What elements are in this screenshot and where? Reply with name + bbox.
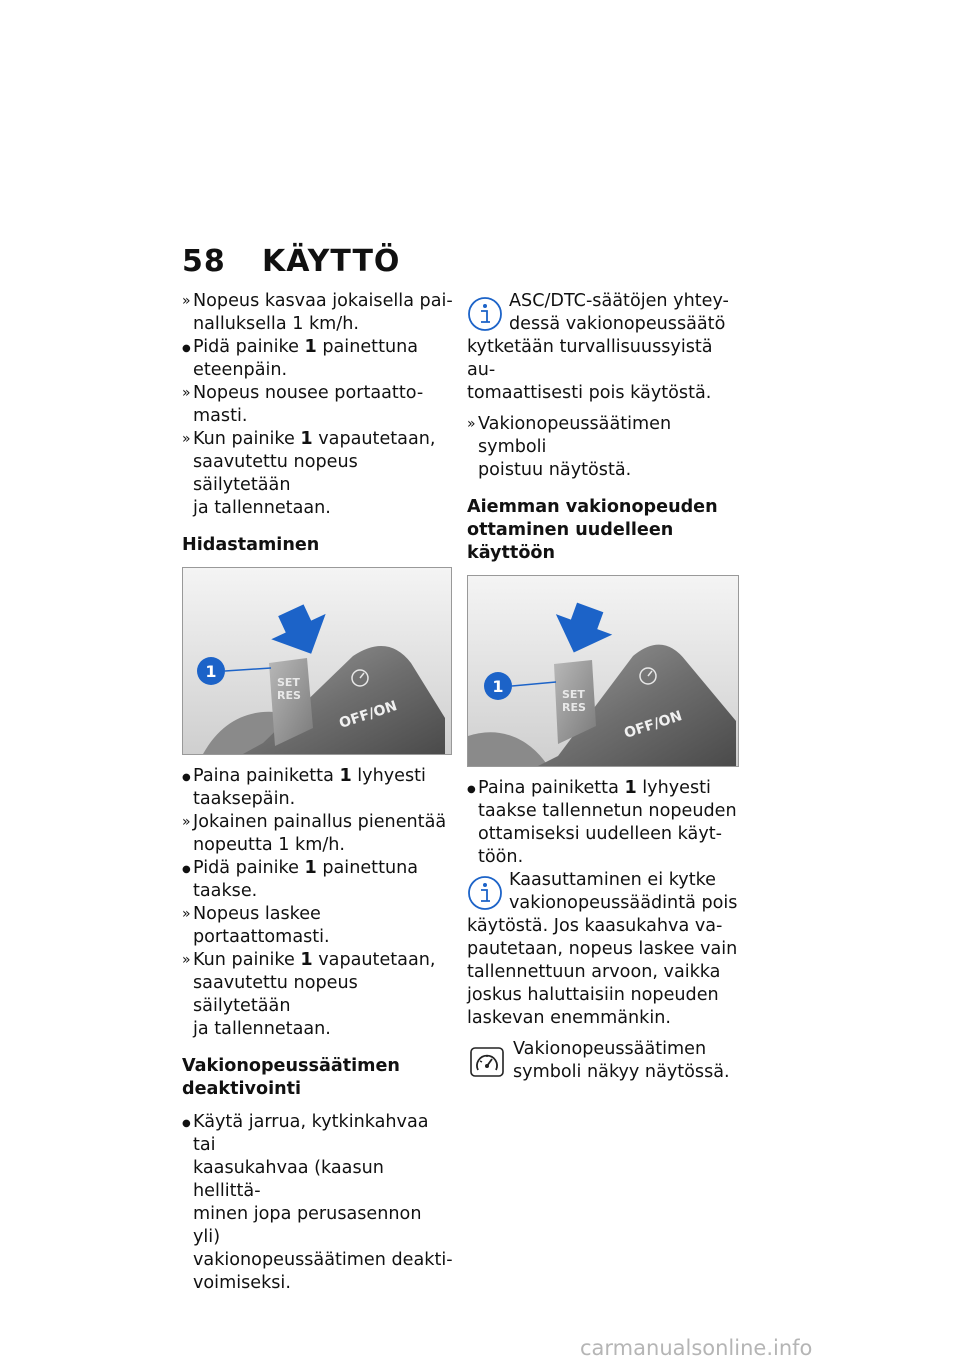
- action-step: [182, 336, 454, 382]
- switch-illustration: [183, 568, 451, 754]
- res-label: RES: [562, 701, 586, 714]
- result-step: [182, 290, 454, 336]
- throttle-note-text: Kaasuttaminen ei kytke vakionopeussäädintä pois käytöstä. Jos kaasukahva va- pautetaan, nopeus laskee vain tallennettuun arvoon, vaikka joskus haluttaisiin nopeuden laskevan enemmänkin.: [467, 870, 738, 1028]
- acceleration-list: [182, 290, 454, 520]
- action-step: [182, 857, 454, 903]
- switch-illustration-resume: [468, 576, 738, 766]
- double-chevron-right-icon: »: [182, 431, 191, 447]
- bullet-icon: ●: [467, 784, 476, 795]
- cruise-control-symbol-icon: [467, 1044, 507, 1080]
- bullet-icon: ●: [182, 772, 191, 783]
- right-column: [467, 290, 741, 1084]
- double-chevron-right-icon: »: [182, 293, 191, 309]
- callout-number: 1: [492, 677, 504, 696]
- step-text: Paina painiketta 1 lyhyesti taakse tallennetun nopeuden ottamiseksi uudelleen käyt- töön.: [478, 778, 737, 867]
- step-text: Käytä jarrua, kytkinkahvaa tai kaasukahvaa (kaasun hellittä- minen jopa perusasennon yli) vakionopeussäätimen deakti- voimiseksi.: [193, 1112, 453, 1293]
- action-step: [182, 1111, 454, 1295]
- page-header: [182, 244, 400, 279]
- bullet-icon: ●: [182, 343, 191, 354]
- result-step: [182, 428, 454, 520]
- decel-heading: Hidastaminen: [182, 535, 320, 555]
- bullet-icon: ●: [182, 1118, 191, 1129]
- step-text: Nopeus kasvaa jokaisella pai- nalluksella 1 km/h.: [193, 291, 453, 334]
- step-text: Jokainen painallus pienentää nopeutta 1 km/h.: [193, 812, 447, 855]
- resume-heading: Aiemman vakionopeuden ottaminen uudelleen käyttöön: [467, 497, 718, 563]
- asc-dtc-note-text: ASC/DTC-säätöjen yhtey- dessä vakionopeussäätö kytketään turvallisuussyistä au- tomaattisesti pois käytöstä.: [467, 291, 729, 403]
- watermark: carmanualsonline.info: [580, 1336, 813, 1360]
- deactivation-heading: Vakionopeussäätimen deaktivointi: [182, 1056, 400, 1099]
- step-text: Kun painike 1 vapautetaan, saavutettu nopeus säilytetään ja tallennetaan.: [193, 429, 436, 518]
- result-step: [182, 382, 454, 428]
- set-label: SET: [277, 676, 300, 689]
- bullet-icon: ●: [182, 864, 191, 875]
- offon-label: OFF/ON: [337, 698, 400, 732]
- res-label: RES: [277, 689, 301, 702]
- step-text: Paina painiketta 1 lyhyesti taaksepäin.: [193, 766, 426, 809]
- figure-decel: [182, 567, 452, 755]
- action-step: [467, 777, 741, 869]
- page-title: KÄYTTÖ: [262, 244, 401, 279]
- result-step: [467, 413, 741, 482]
- symbol-disappears-list: [467, 413, 741, 482]
- double-chevron-right-icon: »: [182, 906, 191, 922]
- symbol-note-text: Vakionopeussäätimen symboli näkyy näytössä.: [513, 1039, 730, 1082]
- step-text: Nopeus nousee portaatto- masti.: [193, 383, 424, 426]
- action-step: [182, 765, 454, 811]
- double-chevron-right-icon: »: [182, 385, 191, 401]
- info-icon: [467, 875, 503, 911]
- throttle-note: [467, 869, 741, 1030]
- left-column: [182, 290, 454, 1295]
- figure-resume: [467, 575, 739, 767]
- double-chevron-right-icon: »: [182, 952, 191, 968]
- set-label: SET: [562, 688, 585, 701]
- result-step: [182, 811, 454, 857]
- step-text: Kun painike 1 vapautetaan, saavutettu nopeus säilytetään ja tallennetaan.: [193, 950, 436, 1039]
- step-text: Pidä painike 1 painettuna eteenpäin.: [193, 337, 419, 380]
- result-step: [182, 949, 454, 1041]
- deactivation-list: [182, 1111, 454, 1295]
- symbol-note: [467, 1038, 741, 1084]
- decel-list: [182, 765, 454, 1041]
- page-number: 58: [182, 244, 226, 279]
- callout-number: 1: [205, 662, 217, 681]
- double-chevron-right-icon: »: [182, 814, 191, 830]
- offon-label: OFF/ON: [622, 708, 685, 742]
- resume-list: [467, 777, 741, 869]
- result-step: [182, 903, 454, 949]
- step-text: Vakionopeussäätimen symboli poistuu näytöstä.: [478, 414, 672, 480]
- double-chevron-right-icon: »: [467, 416, 476, 432]
- info-icon: [467, 296, 503, 332]
- step-text: Pidä painike 1 painettuna taakse.: [193, 858, 419, 901]
- asc-dtc-note: [467, 290, 741, 405]
- step-text: Nopeus laskee portaattomasti.: [193, 904, 330, 947]
